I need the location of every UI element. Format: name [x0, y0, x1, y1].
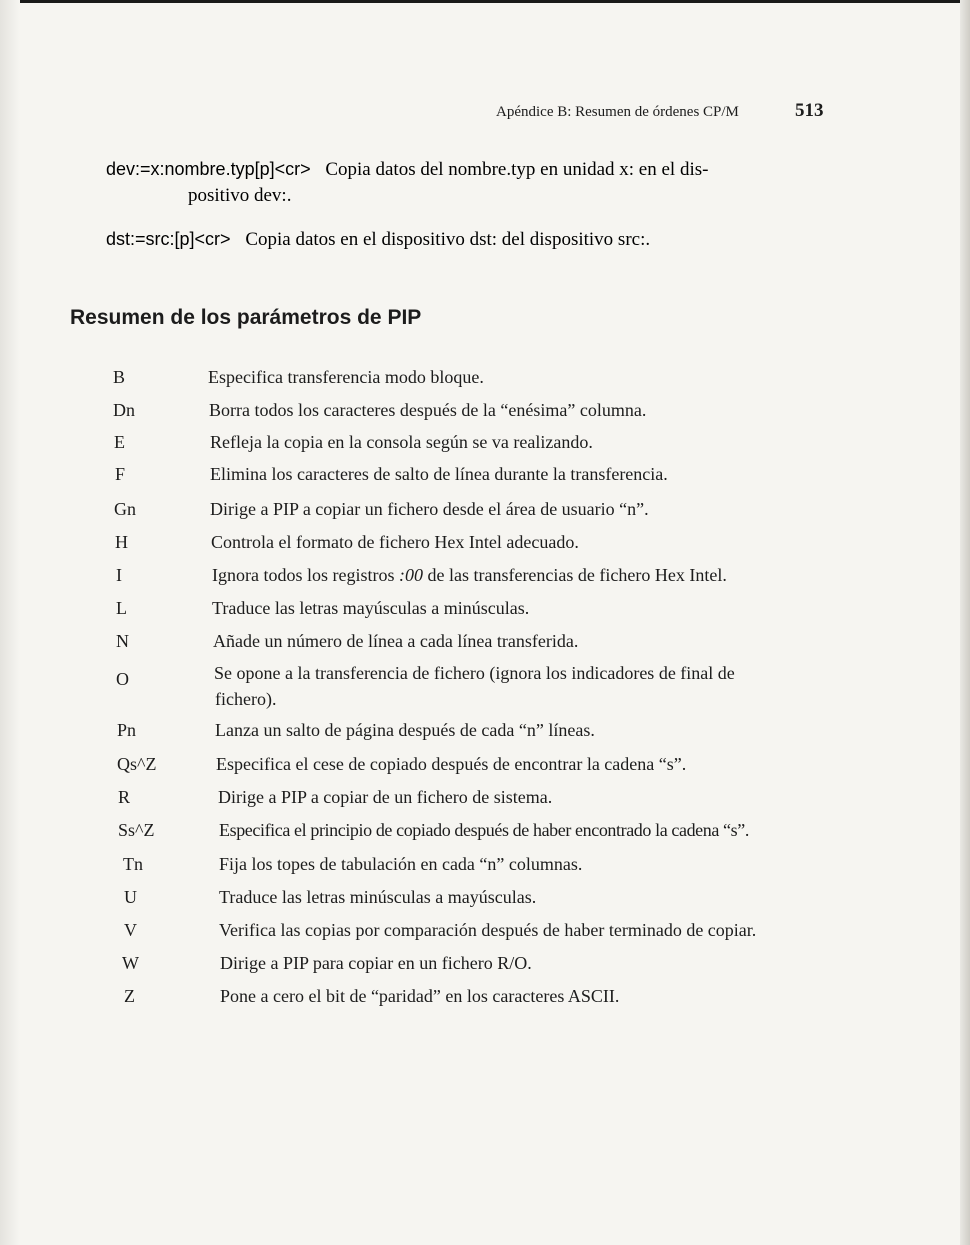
parameter-code: F — [115, 464, 126, 484]
parameter-code: Dn — [113, 400, 135, 420]
parameter-description: Fija los topes de tabulación en cada “n” columnas. — [219, 854, 583, 874]
parameter-code: Gn — [114, 499, 136, 519]
parameter-code: Qs^Z — [117, 754, 157, 774]
parameter-description: Especifica el cese de copiado después de encontrar la cadena “s”. — [216, 754, 687, 774]
command-entry-copy-file-to-device — [106, 156, 826, 209]
description-text-end: de las transferencias de fichero Hex Intel. — [422, 565, 727, 585]
parameter-description: Especifica el principio de copiado después de haber encontrado la cadena “s”. — [219, 820, 749, 840]
parameter-description: Dirige a PIP para copiar en un fichero R/O. — [220, 953, 532, 973]
command-description-continued: positivo dev:. — [188, 185, 292, 206]
parameter-description: Traduce las letras mayúsculas a minúsculas. — [212, 598, 530, 618]
parameter-code: L — [116, 598, 127, 618]
page-left-shadow — [0, 0, 20, 1245]
parameter-description: Añade un número de línea a cada línea transferida. — [213, 631, 579, 651]
parameter-description: Refleja la copia en la consola según se va realizando. — [210, 432, 593, 452]
parameter-code: W — [122, 953, 139, 973]
parameter-description: Controla el formato de fichero Hex Intel adecuado. — [211, 532, 579, 552]
parameter-description: Especifica transferencia modo bloque. — [208, 367, 484, 387]
parameter-description-continued: fichero). — [215, 689, 277, 709]
command-syntax: dev:=x:nombre.typ[p]<cr> — [106, 159, 311, 179]
command-syntax: dst:=src:[p]<cr> — [106, 229, 231, 249]
running-header: Apéndice B: Resumen de órdenes CP/M — [496, 104, 739, 120]
parameter-description: Pone a cero el bit de “paridad” en los caracteres ASCII. — [220, 986, 620, 1006]
parameter-code: H — [115, 532, 128, 552]
parameter-description: Elimina los caracteres de salto de línea durante la transferencia. — [210, 464, 668, 484]
parameter-code: Z — [124, 986, 135, 1006]
parameter-description: Traduce las letras minúsculas a mayúsculas. — [219, 887, 537, 907]
section-heading: Resumen de los parámetros de PIP — [70, 306, 422, 329]
parameter-code: N — [116, 631, 129, 651]
parameter-code: O — [116, 669, 129, 689]
command-description: Copia datos del nombre.typ en unidad x: en el dis- — [325, 159, 709, 180]
parameter-description — [212, 562, 727, 588]
description-text: Ignora todos los registros — [212, 565, 399, 585]
parameter-description: Borra todos los caracteres después de la “enésima” columna. — [209, 400, 647, 420]
parameter-code: Tn — [123, 854, 143, 874]
record-marker-italic: :00 — [398, 565, 423, 585]
parameter-description: Se opone a la transferencia de fichero (ignora los indicadores de final de — [214, 663, 735, 683]
parameter-code: V — [124, 920, 137, 940]
page-number: 513 — [795, 100, 824, 121]
parameter-code: U — [124, 887, 137, 907]
parameter-code: B — [113, 367, 126, 387]
parameter-description: Lanza un salto de página después de cada “n” líneas. — [215, 720, 595, 740]
parameter-code: R — [118, 787, 131, 807]
parameter-description: Dirige a PIP a copiar un fichero desde el área de usuario “n”. — [210, 499, 649, 519]
parameter-code: Pn — [117, 720, 137, 740]
parameter-code: Ss^Z — [118, 820, 155, 840]
parameter-code: E — [114, 432, 125, 452]
parameter-code: I — [116, 565, 122, 585]
page-top-border — [0, 0, 970, 3]
command-entry-copy-device-to-device — [106, 229, 650, 251]
parameter-description: Verifica las copias por comparación después de haber terminado de copiar. — [219, 920, 757, 940]
parameter-description: Dirige a PIP a copiar de un fichero de sistema. — [218, 787, 553, 807]
command-description: Copia datos en el dispositivo dst: del dispositivo src:. — [245, 229, 651, 250]
page-right-shadow — [960, 0, 970, 1245]
